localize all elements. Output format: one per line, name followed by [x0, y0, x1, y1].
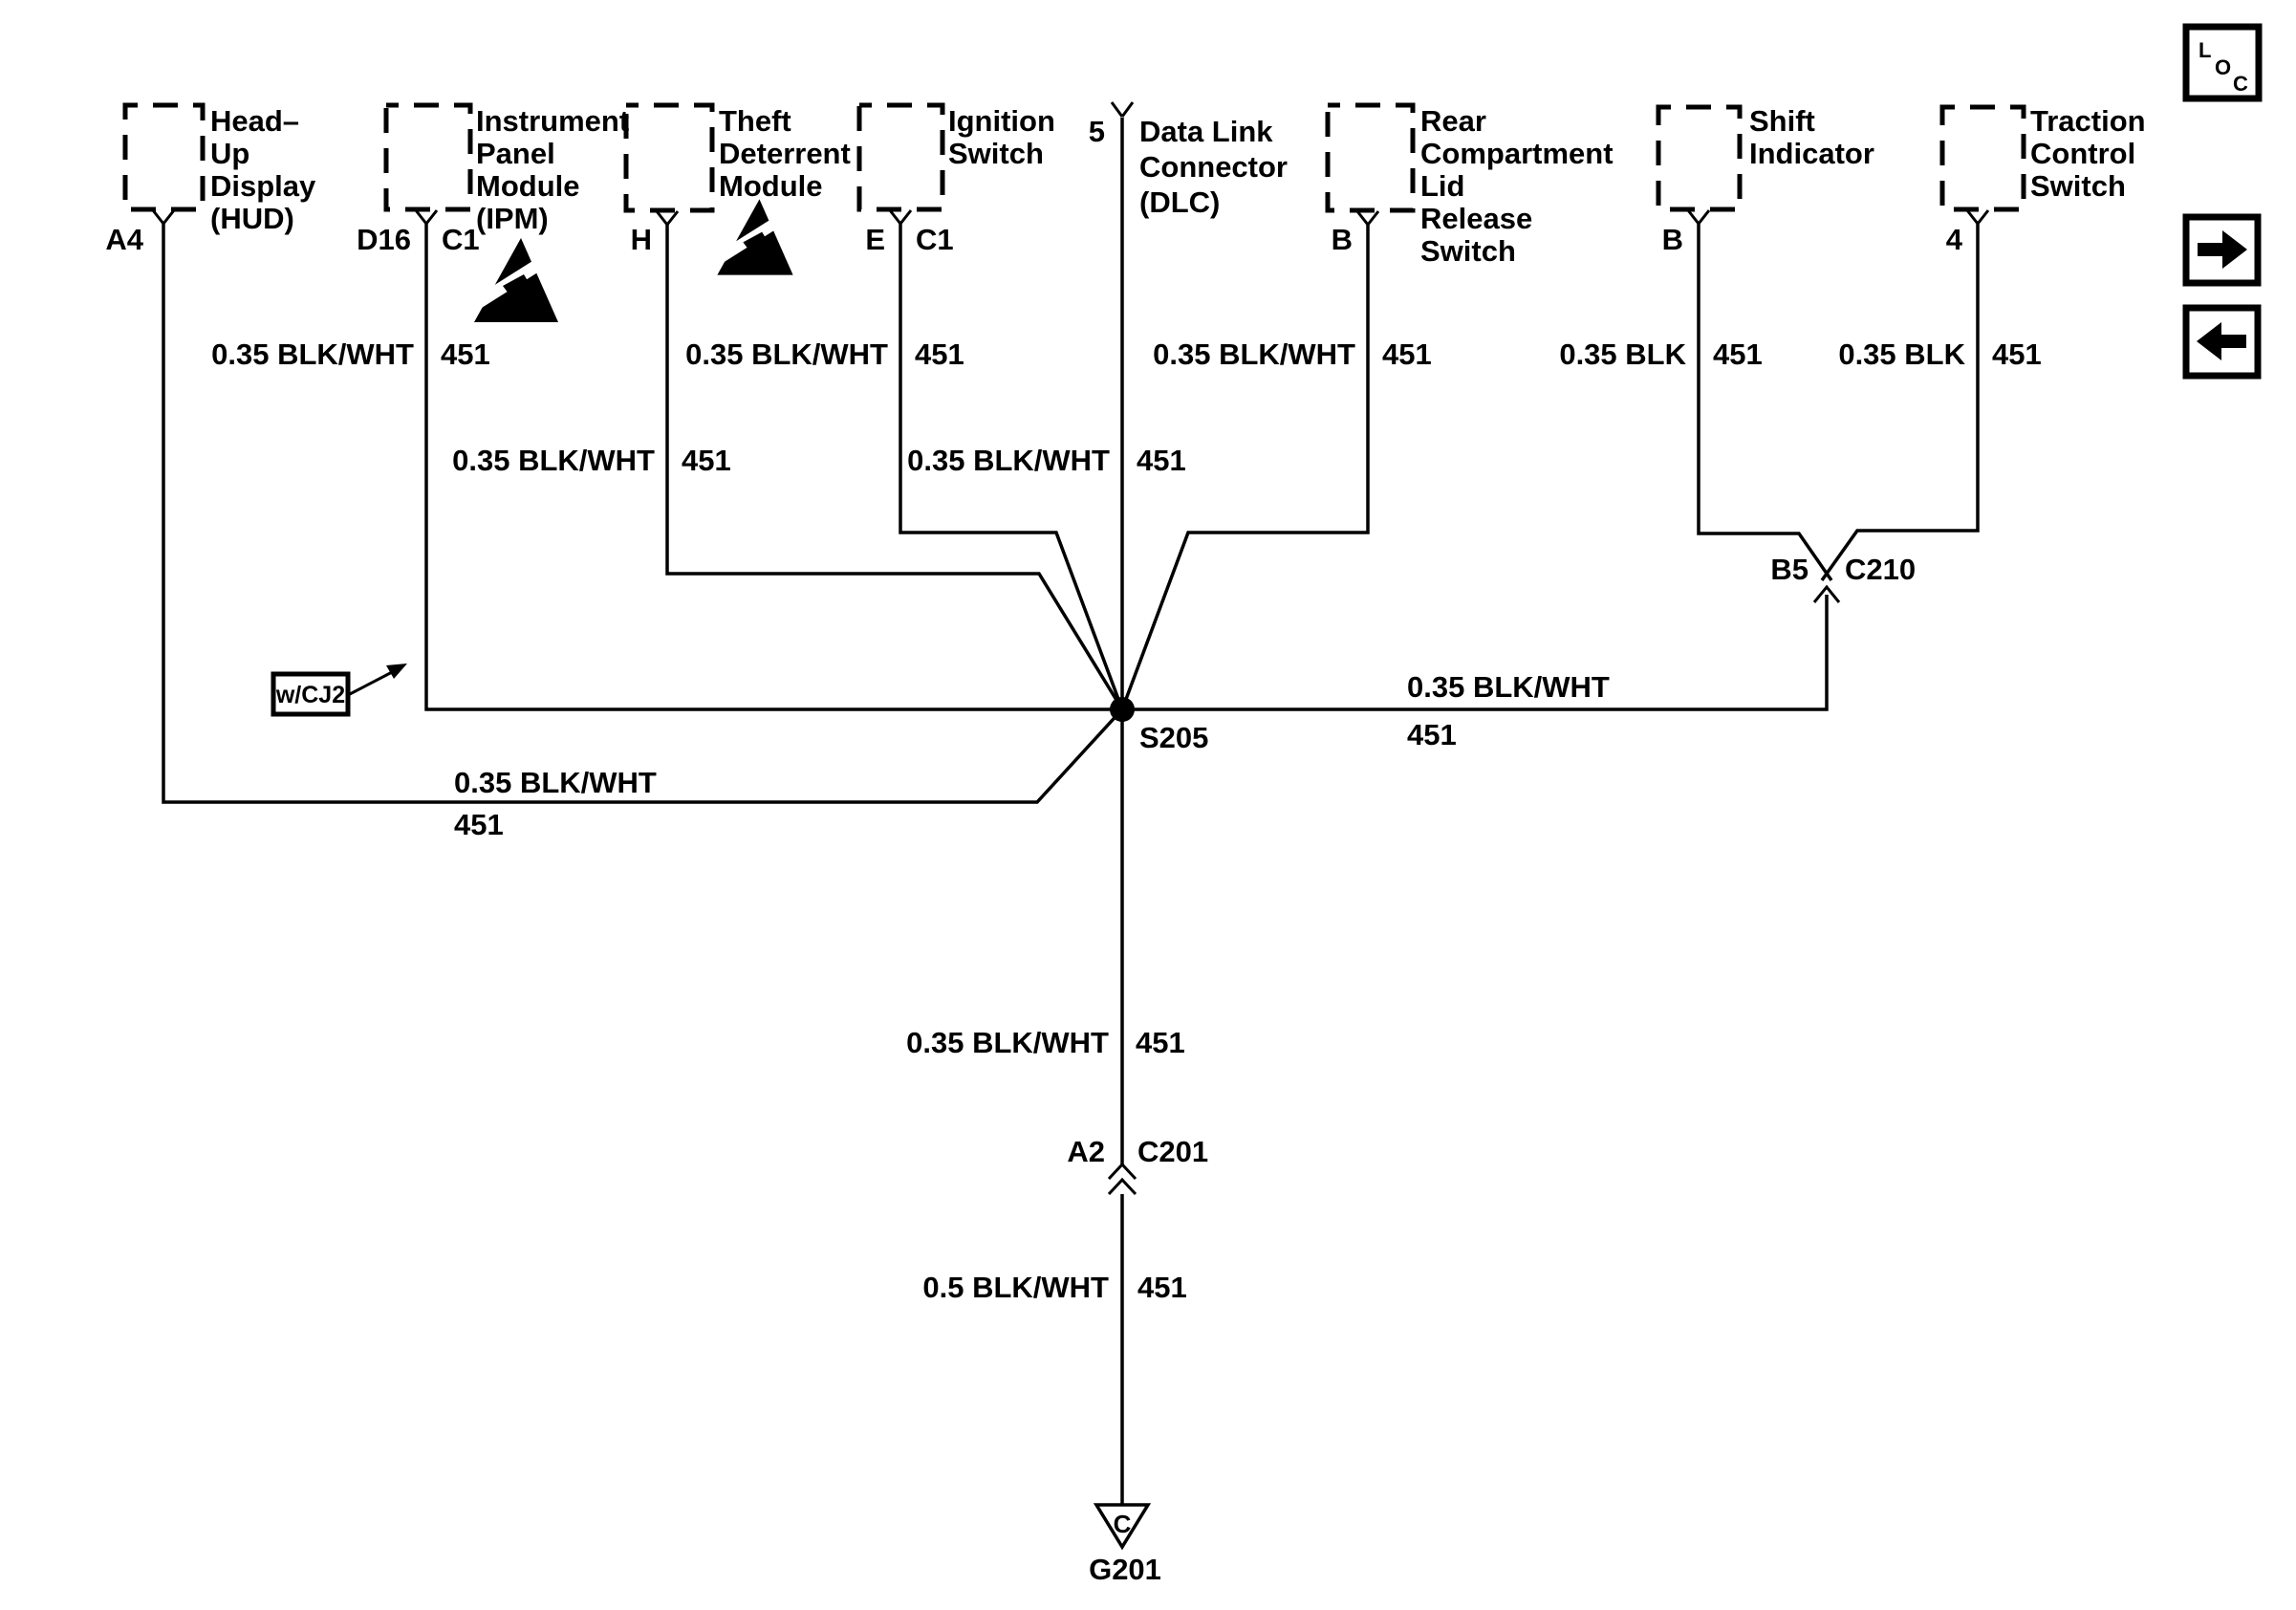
component-name-line: Panel [476, 137, 555, 170]
ground-triangle-letter: C [1113, 1510, 1132, 1538]
component-name-line: Connector [1139, 150, 1288, 184]
component-name-line: (DLC) [1139, 185, 1221, 219]
wire-spec-label: 0.35 BLK/WHT [211, 337, 414, 371]
component-name-line: Shift [1749, 104, 1815, 138]
wire-spec-label: 0.35 BLK/WHT [1407, 670, 1610, 704]
pin-y-icon-rear [1357, 211, 1378, 225]
pin-y-icon-ipm [416, 210, 437, 224]
wire-spec-label: 0.35 BLK/WHT [1153, 337, 1355, 371]
component-name-line: Indicator [1749, 137, 1874, 170]
callout-arrow-head-icon [386, 664, 407, 679]
pin-label: H [630, 223, 652, 256]
wire-spec-label: 0.35 BLK/WHT [454, 766, 657, 799]
component-name-line: Switch [948, 137, 1044, 170]
component-box-traction [1942, 107, 2024, 209]
loc-letter-o: O [2215, 55, 2232, 79]
wire-spec-label: 0.35 BLK/WHT [452, 444, 655, 477]
wire-spec-label: 0.35 BLK [1838, 337, 1965, 371]
component-name-line: Ignition [948, 104, 1055, 138]
component-name-line: Deterrent [719, 137, 851, 170]
connector-c201-label: C201 [1137, 1135, 1209, 1168]
wire-circuit-label: 451 [1382, 337, 1432, 371]
connector-c201-icon [1109, 1164, 1136, 1194]
loc-letter-c: C [2233, 72, 2248, 96]
wire-spec-label: 0.35 BLK/WHT [906, 1026, 1109, 1059]
callout-wcj2 [273, 664, 407, 714]
pin-label: B [1331, 223, 1353, 256]
pin-y-icon-traction [1967, 210, 1988, 224]
component-name-line: Data Link [1139, 115, 1273, 148]
pin-connector-icons [153, 102, 1988, 225]
esd-warning-icon [468, 238, 558, 322]
pin-y-icon-hud [153, 210, 174, 224]
component-name-line: (HUD) [210, 202, 294, 235]
component-box-shift [1658, 107, 1740, 209]
pin-label: 5 [1088, 115, 1105, 148]
component-name-line: Switch [2030, 169, 2126, 203]
wire-shift [1699, 224, 1831, 580]
pin-label: C1 [442, 223, 480, 256]
component-name-line: Control [2030, 137, 2136, 170]
component-name-line: Display [210, 169, 316, 203]
pin-label: D16 [357, 223, 411, 256]
pin-label: B [1661, 223, 1683, 256]
wire-spec-label: 0.35 BLK/WHT [907, 444, 1110, 477]
pin-label: 4 [1945, 223, 1962, 256]
component-name-line: Rear [1420, 104, 1486, 138]
wire-circuit-label: 451 [454, 808, 504, 841]
component-name-line: Module [476, 169, 580, 203]
wire-circuit-label: 451 [682, 444, 731, 477]
pin-y-icon-theft [657, 211, 678, 225]
splice-label: S205 [1139, 721, 1209, 754]
pin-y-icon-dlc [1112, 102, 1133, 117]
component-name-line: Module [719, 169, 823, 203]
connector-c210-label: C210 [1845, 553, 1917, 586]
component-name-line: Instrument [476, 104, 630, 138]
esd-warning-icon [712, 199, 793, 274]
component-box-rear [1328, 105, 1413, 210]
component-names [210, 104, 2146, 268]
callout-label: w/CJ2 [275, 682, 346, 708]
component-name-line: Release [1420, 202, 1533, 235]
wire-circuit-label: 451 [1992, 337, 2042, 371]
pin-y-icon-shift [1688, 210, 1709, 224]
component-name-line: (IPM) [476, 202, 549, 235]
component-box-theft [626, 105, 712, 210]
connector-c210-pin: B5 [1770, 553, 1809, 586]
component-box-ipm [386, 105, 470, 209]
wire-labels [211, 337, 2042, 1304]
wire-circuit-label: 451 [1136, 1026, 1185, 1059]
pin-label: C1 [916, 223, 954, 256]
component-name-line: Lid [1420, 169, 1465, 203]
component-name-line: Theft [719, 104, 791, 138]
splice-dot [1110, 697, 1135, 722]
wire-circuit-label: 451 [1713, 337, 1763, 371]
component-boxes [125, 105, 2024, 210]
wire-circuit-label: 451 [441, 337, 490, 371]
callout-arrow-line [348, 670, 396, 695]
wire-spec-label: 0.35 BLK/WHT [685, 337, 888, 371]
component-box-ignition [859, 105, 942, 209]
wire-spec-label: 0.5 BLK/WHT [922, 1271, 1109, 1304]
component-name-line: Traction [2030, 104, 2146, 138]
pin-label: A4 [105, 223, 143, 256]
wire-circuit-label: 451 [915, 337, 964, 371]
wire-circuit-label: 451 [1407, 718, 1457, 751]
component-name-line: Head– [210, 104, 300, 138]
wire-traction [1822, 224, 1978, 580]
wire-circuit-label: 451 [1137, 444, 1186, 477]
component-name-line: Compartment [1420, 137, 1614, 170]
component-box-hud [125, 105, 203, 209]
pin-label: E [865, 223, 885, 256]
component-name-line: Switch [1420, 234, 1516, 268]
loc-button[interactable] [2186, 27, 2259, 98]
wire-circuit-label: 451 [1137, 1271, 1187, 1304]
loc-letter-l: L [2199, 38, 2212, 62]
component-name-line: Up [210, 137, 250, 170]
ground-symbol [1089, 1505, 1161, 1586]
next-page-button[interactable] [2186, 217, 2258, 283]
ground-label: G201 [1089, 1553, 1161, 1586]
connector-c201-pin: A2 [1067, 1135, 1105, 1168]
wire-spec-label: 0.35 BLK [1559, 337, 1686, 371]
pin-y-icon-ignition [890, 210, 911, 224]
previous-page-button[interactable] [2186, 308, 2258, 376]
